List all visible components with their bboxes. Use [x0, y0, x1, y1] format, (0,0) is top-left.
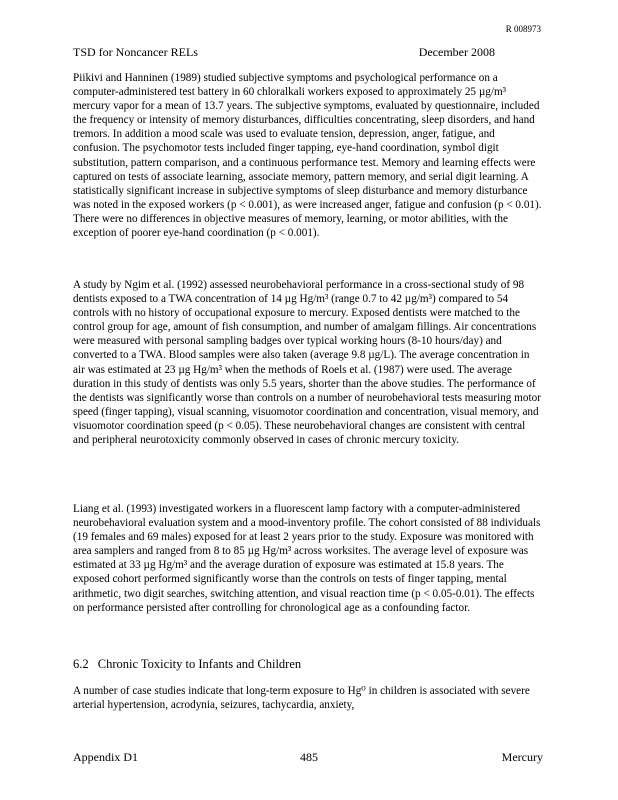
paragraph-liang	[73, 502, 543, 615]
paragraph-ngim	[73, 278, 543, 447]
header-date: December 2008	[418, 45, 495, 59]
paragraph-text: Liang et al. (1993) investigated workers in a fluorescent lamp factory with a computer-administered neurobehavioral evaluation system and a mood-inventory profile. The cohort consisted of 88 individuals (19 females and 69 males) exposed for at least 2 years prior to the study. Exposure was monitored with area samplers and ranged from 8 to 85 µg Hg/m³ across worksites. The average level of exposure was estimated at 33 µg Hg/m³ and the average duration of exposure was estimated at 15.8 years. The exposed cohort performed significantly worse than the controls on tests of finger tapping, mental arithmetic, two digit searches, switching attention, and visual reaction time (p < 0.05-0.01). The effects on performance persisted after controlling for chronological age as a confounding factor.	[73, 503, 541, 614]
section-heading	[73, 657, 301, 672]
paragraph-text: Piikivi and Hanninen (1989) studied subjective symptoms and psychological performance on a computer-administered test battery in 60 chloralkali workers exposed to approximately 25 µg/m³ mercury vapor for a mean of 13.7 years. The subjective symptoms, evaluated by questionnaire, included the frequency or intensity of memory disturbances, difficulties concentrating, sleep disorders, and hand tremors. In addition a mood scale was used to evaluate tension, depression, anger, fatigue, and confusion. The psychomotor tests included finger tapping, eye-hand coordination, symbol digit substitution, pattern comparison, and a continuous performance test. Memory and learning effects were captured on tests of associate learning, associate memory, pattern memory, and serial digit learning. A statistically significant increase in subjective symptoms of sleep disturbance and memory disturbance was noted in the exposed workers (p < 0.001), as were increased anger, fatigue and confusion (p < 0.01). There were no differences in objective measures of memory, learning, or motor abilities, with the exception of poorer eye-hand coordination (p < 0.001).	[73, 72, 542, 240]
paragraph-piikivi	[73, 71, 543, 240]
footer-appendix: Appendix D1	[73, 750, 138, 764]
section-title: Chronic Toxicity to Infants and Children	[97, 657, 302, 671]
document-id: R 008973	[505, 24, 541, 34]
paragraph-text: A study by Ngim et al. (1992) assessed neurobehavioral performance in a cross-sectional study of 98 dentists exposed to a TWA concentration of 14 µg Hg/m³ (range 0.7 to 42 µg/m³) compared to 54 controls with no history of occupational exposure to mercury. Exposed dentists were matched to the control group for age, amount of fish consumption, and number of amalgam fillings. Air concentrations were measured with personal sampling badges over typical working hours (8-10 hours/day) and converted to a TWA. Blood samples were also taken (average 9.8 µg/L). The average concentration in air was estimated at 23 µg Hg/m³ when the methods of Roels et al. (1987) were used. The average duration in this study of dentists was only 5.5 years, shorter than the above studies. The performance of the dentists was significantly worse than controls on a number of neurobehavioral tests measuring motor speed (finger tapping), visual scanning, visuomotor coordination and concentration, visual memory, and visuomotor coordination speed (p < 0.05). These neurobehavioral changes are consistent with central and peripheral neurotoxicity commonly observed in cases of chronic mercury toxicity.	[73, 279, 541, 447]
header-title: TSD for Noncancer RELs	[73, 45, 198, 59]
footer-page-number: 485	[300, 750, 318, 764]
paragraph-text: A number of case studies indicate that long-term exposure to Hg⁰ in children is associated with severe arterial hypertension, acrodynia, seizures, tachycardia, anxiety,	[73, 685, 530, 712]
paragraph-children	[73, 684, 543, 712]
footer-topic: Mercury	[501, 750, 543, 764]
section-number: 6.2	[73, 657, 89, 671]
